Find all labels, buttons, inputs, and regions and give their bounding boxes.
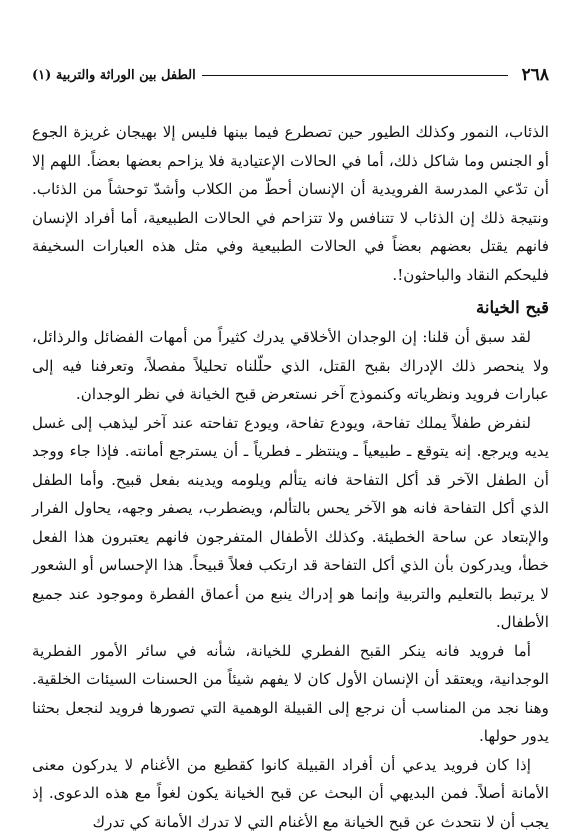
page-number: ٢٦٨: [521, 65, 549, 85]
paragraph-2: لقد سبق أن قلنا: إن الوجدان الأخلاقي يدرك كثيراً من أمهات الفضائل والرذائل، ولا ينحصر ذلك الإدراك بقبح القتل، الذي حلّلناه تحليلاً مفصلاً، وتعرفنا فيه إلى عبارات فرويد ونظرياته وكنموذج آخر نستعرض قبح الخيانة في نظر الوجدان.: [32, 328, 549, 403]
paragraph-5: إذا كان فرويد يدعي أن أفراد القبيلة كانوا كقطيع من الأغنام لا يدركون معنى الأمانة أصلاً. فمن البديهي أن البحث عن قبح الخيانة يكون لغواً مع هذه الدعوى. إذ يجب أن لا نتحدث عن قبح الخيانة مع الأغنام التي لا تدرك الأمانة كي تدرك: [32, 755, 549, 831]
book-title: الطفل بين الوراثة والتربية (١): [32, 67, 196, 83]
book-page: [32, 62, 549, 831]
paragraph-4: أما فرويد فانه ينكر القبح الفطري للخيانة، شأنه في سائر الأمور الفطرية الوجدانية، ويعتقد أن الإنسان الأول كان لا يفهم شيئاً من الحسنات السيئات الخلقية. وهنا نجد من المناسب أن نرجع إلى القبيلة الوهمية التي تصورها فرويد لنجعل بحثنا يدور حولها.: [32, 641, 549, 745]
paragraph-3: لنفرض طفلاً يملك تفاحة، ويودع تفاحة، ويودع تفاحته عند آخر ليذهب إلى غسل يديه ويرجع. إنه يتوقع ـ طبيعياً ـ وينتظر ـ فطرياً ـ أن يسترجع أمانته. فإذا جاء ووجد أن الطفل الآخر قد أكل التفاحة فانه يتألم ويلومه ويدينه بفعل قبيح. وأما الطفل الذي أكل التفاحة فانه هو الآخر يحس بالتألم، ويضطرب، يصفر وجهه، يحاول الفرار والإبتعاد عن ساحة الخطيئة. وكذلك الأطفال المتفرجون فانهم يعتبرون هذا الفعل خطأ، ويدركون بأن الذي أكل التفاحة قد ارتكب فعلاً قبيحاً. هذا الإحساس أو الشعور لا يرتبط بالتعليم والتربية وإنما هو إدراك ينبع من أعماق الفطرة وموجود عند جميع الأطفال.: [32, 413, 549, 631]
running-header: [32, 62, 549, 88]
header-rule: [202, 75, 508, 76]
section-heading: قبح الخيانة: [476, 298, 549, 317]
body-text: [32, 118, 549, 836]
paragraph-1: الذئاب، النمور وكذلك الطيور حين تصطرع فيما بينها فليس إلا بهيجان غريزة الجوع أو الجنس وما شاكل ذلك، أما في الحالات الإعتيادية فلا يزاحم بعضها بعضاً. اللهم إلا أن تدّعي المدرسة الفرويدية أن الإنسان أحطّ من الكلاب وأشدّ توحشاً من الذئاب. ونتيجة ذلك إن الذئاب لا تتنافس ولا تتزاحم في الحالات الطبيعية، أما أفراد الإنسان فانهم يقتل بعضهم بعضاً في الحالات الطبيعية وفي مثل هذه العبارات السخيفة فليحكم النقاد والباحثون!.: [32, 123, 549, 284]
